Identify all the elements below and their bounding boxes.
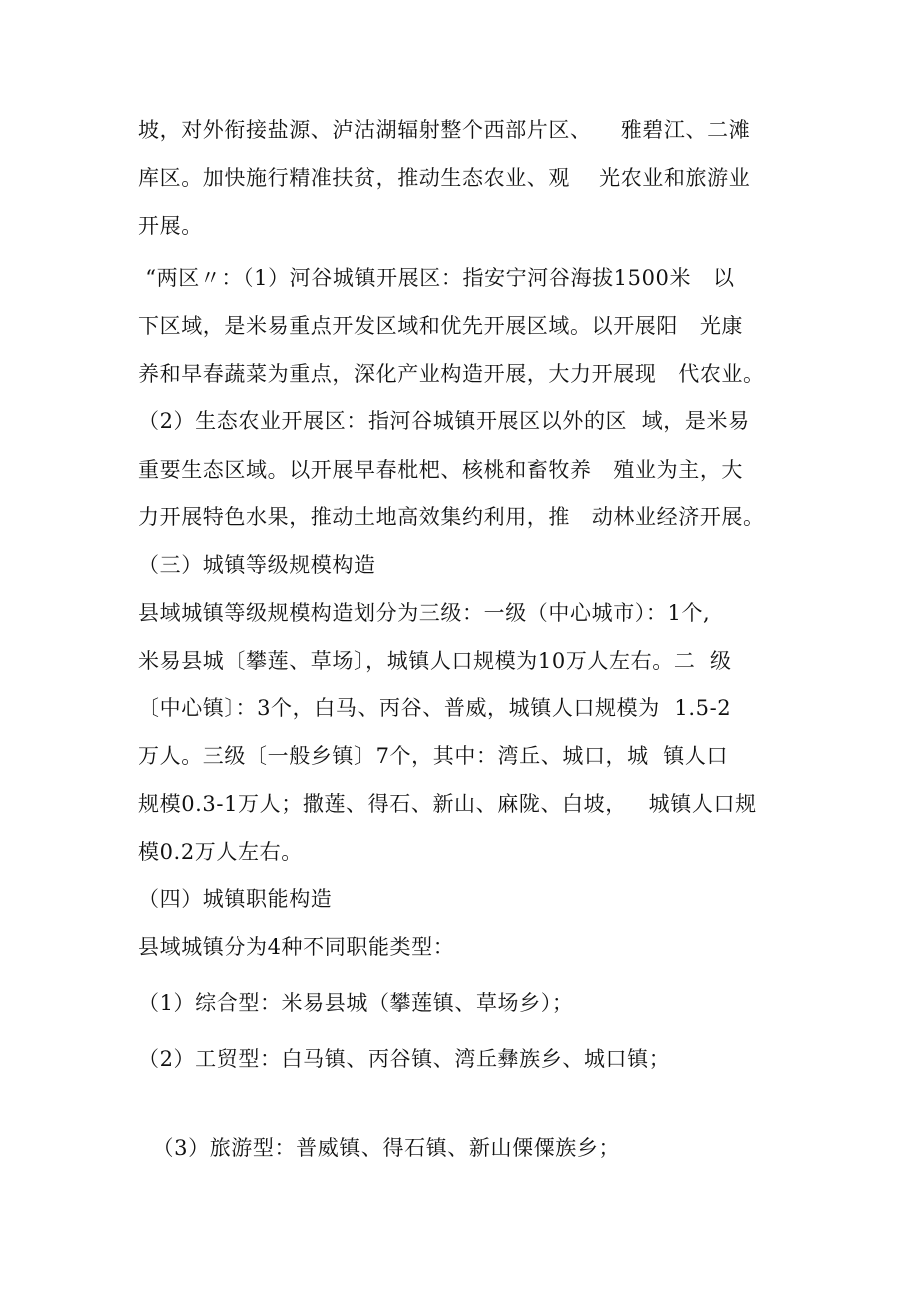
- text-line: 下区域，是米易重点开发区域和优先开展区域。以开展阳 光康: [138, 314, 744, 338]
- text-line: 规模0.3-1万人；撒莲、得石、新山、麻陇、白坡， 城镇人口规: [138, 792, 757, 816]
- text-line: 县域城镇等级规模构造划分为三级：一级（中心城市）：1个,: [138, 601, 711, 625]
- list-item: （1）综合型：米易县城（攀莲镇、草场乡）；: [138, 991, 574, 1015]
- text-line: “两区〃：（1）河谷城镇开展区：指安宁河谷海拔1500米 以: [138, 266, 735, 290]
- text-line: 县域城镇分为4种不同职能类型：: [138, 935, 455, 959]
- text-line: 模0.2万人左右。: [138, 840, 303, 864]
- list-item: （3）旅游型：普威镇、得石镇、新山傈僳族乡；: [138, 1136, 621, 1160]
- section-heading: （三）城镇等级规模构造: [138, 553, 376, 577]
- text-line: 库区。加快施行精准扶贫，推动生态农业、观 光农业和旅游业: [138, 166, 751, 190]
- text-line: 万人。三级〔一般乡镇〕7个，其中：湾丘、城口，城 镇人口: [138, 744, 729, 768]
- text-line: 坡，对外衔接盐源、泸沽湖辐射整个西部片区、 雅碧江、二滩: [138, 118, 751, 142]
- text-line: 〔中心镇〕：3个，白马、丙谷、普威，城镇人口规模为 1.5-2: [138, 696, 732, 720]
- text-line: 养和早春蔬菜为重点，深化产业构造开展，大力开展现 代农业。: [138, 362, 765, 386]
- text-line: 开展。: [138, 214, 203, 238]
- section-heading: （四）城镇职能构造: [138, 887, 333, 911]
- text-line: （2）生态农业开展区：指河谷城镇开展区以外的区 域，是米易: [138, 409, 750, 433]
- text-line: 力开展特色水果，推动土地高效集约利用，推 动林业经济开展。: [138, 505, 765, 529]
- text-line: 米易县城〔攀莲、草场〕，城镇人口规模为10万人左右。二 级: [138, 649, 732, 673]
- text-line: 重要生态区域。以开展早春枇杷、核桃和畜牧养 殖业为主，大: [138, 458, 744, 482]
- list-item: （2）工贸型：白马镇、丙谷镇、湾丘彝族乡、城口镇；: [138, 1047, 671, 1071]
